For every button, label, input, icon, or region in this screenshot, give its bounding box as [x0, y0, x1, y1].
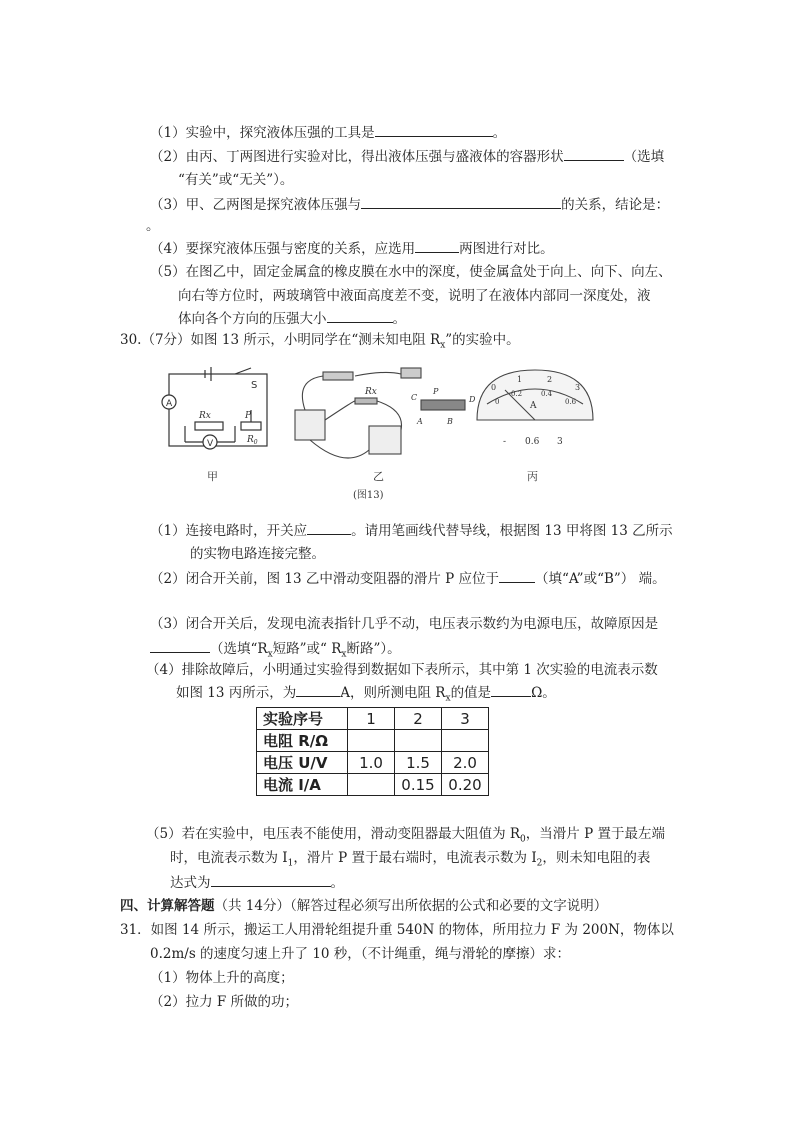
text: 向右等方位时，两玻璃管中液面高度差不变，说明了在液体内部同一深度处，液 [178, 288, 651, 304]
switch-label: S [251, 380, 258, 391]
ammeter-label: A [166, 399, 173, 409]
text: 。 [492, 125, 507, 141]
table-cell [348, 774, 395, 796]
section-title: 四、计算解答题 [120, 898, 215, 914]
subscript: x [267, 649, 273, 660]
answer-blank[interactable] [564, 146, 624, 161]
tick-3: 3 [575, 383, 581, 392]
label-bing: 丙 [527, 470, 538, 483]
q29-part2 [150, 146, 664, 167]
text: 。请用笔画线代替导线，根据图 13 甲将图 13 乙所示 [351, 523, 673, 539]
subtick-0: 0 [495, 398, 500, 406]
p-label: P [245, 411, 252, 421]
table-cell: 电阻 R/Ω [257, 730, 348, 752]
label-b: B [447, 417, 453, 426]
text: 两图进行对比。 [459, 241, 554, 257]
q29-part5 [150, 262, 672, 282]
answer-blank[interactable] [307, 520, 351, 535]
subscript: x [440, 340, 446, 351]
q30-part4 [146, 660, 658, 680]
q29-part5-cont1 [178, 286, 651, 306]
text: 时，电流表示数为 I [170, 850, 288, 866]
terminal-3: 3 [557, 437, 563, 447]
q30-part2 [150, 568, 666, 589]
q30-part5-cont1 [170, 848, 650, 874]
text: 的值是 [450, 685, 492, 701]
text: （5）在图乙中，固定金属盒的橡皮膜在水中的深度，使金属盒处于向上、向下、向左、 [150, 264, 672, 280]
rx-label: Rx [199, 411, 211, 421]
label-d: D [469, 395, 476, 404]
answer-blank[interactable] [150, 638, 210, 653]
voltmeter-label: V [207, 439, 214, 449]
q29-part3 [150, 194, 669, 215]
q29-part3-cont [146, 216, 160, 236]
table-cell: 1.5 [395, 752, 442, 774]
figure-13 [155, 360, 595, 500]
table-cell: 电流 I/A [257, 774, 348, 796]
tick-2: 2 [547, 375, 553, 384]
text: 如图 13 丙所示，为 [176, 685, 297, 701]
table-cell: 实验序号 [257, 708, 348, 730]
text: （1）实验中，探究液体压强的工具是 [150, 125, 375, 141]
text: （4）排除故障后，小明通过实验得到数据如下表所示，其中第 1 次实验的电流表示数 [146, 662, 658, 678]
terminal-0-6: 0.6 [525, 437, 540, 447]
answer-blank[interactable] [211, 872, 331, 887]
r0-label: $R_0$ [247, 435, 258, 446]
table-header-row [257, 708, 489, 730]
table-cell [395, 730, 442, 752]
q30-part3 [150, 614, 658, 634]
text: （2）闭合开关前，图 13 乙中滑动变阻器的滑片 P 应位于 [150, 571, 500, 587]
text: 的实物电路连接完整。 [190, 546, 325, 562]
text: （5）若在实验中，电压表不能使用，滑动变阻器最大阻值为 R [146, 826, 521, 842]
text: （2）拉力 F 所做的功； [150, 994, 299, 1010]
text: 0.2m/s 的速度匀速上升了 10 秒，（不计绳重，绳与滑轮的摩擦）求： [150, 946, 571, 962]
table-cell: 2 [395, 708, 442, 730]
data-table [256, 707, 489, 796]
q31-part2 [150, 992, 298, 1012]
text: （3）甲、乙两图是探究液体压强与 [150, 197, 362, 213]
q30-part4-cont [176, 682, 556, 709]
text: 体向各个方向的压强大小 [178, 311, 327, 327]
table-row [257, 774, 489, 796]
answer-blank[interactable] [375, 122, 493, 137]
text: 断路”）。 [346, 641, 401, 657]
q31-line2 [150, 944, 570, 964]
text: 。 [146, 218, 160, 234]
q30-title [120, 330, 520, 356]
answer-blank[interactable] [499, 568, 535, 583]
answer-blank[interactable] [296, 682, 340, 697]
subscript: 1 [287, 858, 294, 869]
tick-1: 1 [517, 375, 523, 384]
text: （选填“R [210, 641, 268, 657]
q29-part4 [150, 238, 554, 259]
text: （选填 [623, 149, 665, 165]
q29-part5-cont2 [178, 308, 406, 329]
text: ，当滑片 P 置于最左端 [525, 826, 665, 842]
text: （2）由丙、丁两图进行实验对比，得出液体压强与盛液体的容器形状 [150, 149, 564, 165]
table-cell: 电压 U/V [257, 752, 348, 774]
text: A，则所测电阻 R [340, 685, 446, 701]
tick-0: 0 [491, 383, 497, 392]
answer-blank[interactable] [491, 682, 531, 697]
subscript: 2 [536, 858, 543, 869]
table-cell: 1 [348, 708, 395, 730]
answer-blank[interactable] [415, 238, 459, 253]
text: （填“A”或“B”） 端。 [535, 571, 666, 587]
text: （1）物体上升的高度； [150, 970, 294, 986]
text: ，滑片 P 置于最右端时，电流表示数为 I [293, 850, 537, 866]
text: ”的实验中。 [445, 332, 520, 348]
subtick-2: 0.4 [541, 390, 553, 398]
q29-part1 [150, 122, 506, 143]
subtick-3: 0.6 [565, 398, 577, 406]
text: 短路”或“ R [272, 641, 342, 657]
q30-part1 [150, 520, 673, 541]
ammeter-dial-bing [477, 370, 593, 420]
text: 的关系，结论是： [561, 197, 670, 213]
answer-blank[interactable] [361, 194, 561, 209]
text: ，则未知电阻的表 [542, 850, 651, 866]
physical-setup-yi [295, 368, 465, 458]
table-cell: 3 [442, 708, 489, 730]
text: （1）连接电路时，开关应 [150, 523, 308, 539]
subscript: x [341, 649, 347, 660]
section-note: （共 14分）（解答过程必须写出所依据的公式和必要的文字说明） [214, 898, 608, 914]
label-yi: 乙 [373, 470, 384, 483]
label-c: C [411, 393, 418, 402]
subscript: 0 [520, 834, 526, 845]
text: 。 [330, 875, 344, 891]
subtick-1: 0.2 [511, 390, 523, 398]
text: （3）闭合开关后，发现电流表指针几乎不动，电压表示数约为电源电压，故障原因是 [150, 616, 659, 632]
text: 31．如图 14 所示，搬运工人用滑轮组提升重 540N 的物体，所用拉力 F 为 200N，物体以 [120, 922, 674, 938]
rx-label-yi: Rx [365, 387, 377, 397]
meter-unit: A [530, 401, 537, 411]
table-cell [442, 730, 489, 752]
terminal-minus: - [503, 437, 507, 447]
section-4-heading [120, 896, 607, 916]
table-cell: 0.15 [395, 774, 442, 796]
label-jia: 甲 [207, 470, 218, 483]
figure-caption: (图13) [353, 490, 384, 500]
q30-part5-cont2 [170, 872, 344, 893]
table-cell [348, 730, 395, 752]
q29-part2-cont [178, 170, 293, 190]
text: Ω。 [531, 685, 556, 701]
q30-part1-cont [190, 544, 325, 564]
text: 达式为 [170, 875, 211, 891]
table-row [257, 730, 489, 752]
table-row [257, 752, 489, 774]
text: “有关”或“无关”）。 [178, 172, 294, 188]
text: 30.（7分）如图 13 所示，小明同学在“测未知电阻 R [120, 332, 441, 348]
label-p-yi: P [433, 387, 439, 396]
q30-part5 [146, 824, 665, 850]
label-a: A [417, 417, 423, 426]
q31-line1 [120, 920, 674, 940]
text: 。 [392, 311, 406, 327]
q31-part1 [150, 968, 294, 988]
answer-blank[interactable] [327, 308, 393, 323]
table-cell: 1.0 [348, 752, 395, 774]
table-cell: 0.20 [442, 774, 489, 796]
subscript: x [445, 693, 451, 704]
text: （4）要探究液体压强与密度的关系，应选用 [150, 241, 416, 257]
table-cell: 2.0 [442, 752, 489, 774]
